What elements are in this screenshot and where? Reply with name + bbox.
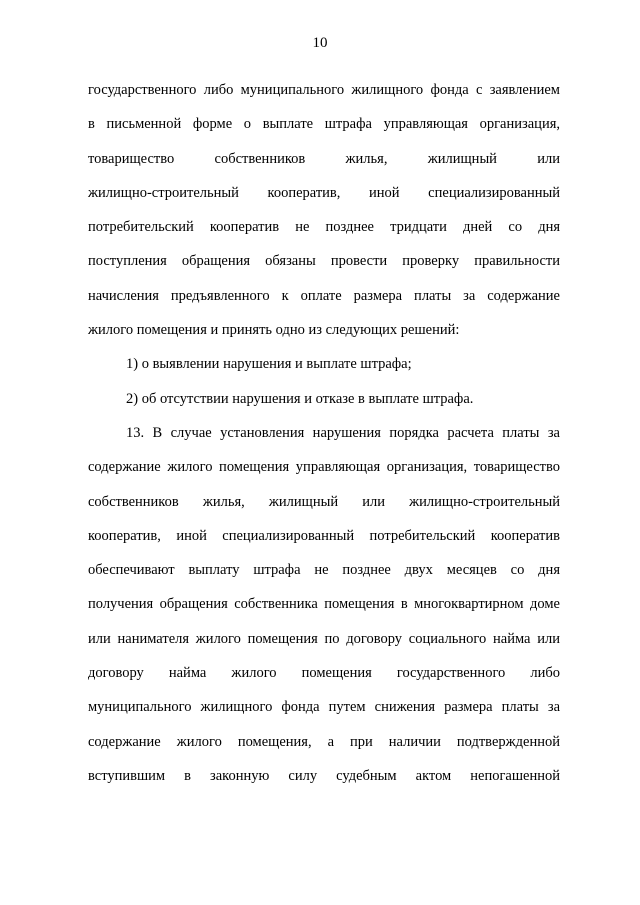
text-line: договору найма жилого помещения государственного либо	[88, 665, 560, 682]
page-number: 10	[312, 35, 328, 51]
text-line: государственного либо муниципального жилищного фонда с заявлением	[88, 82, 560, 98]
text-line: или нанимателя жилого помещения по договору социального найма или	[88, 630, 560, 647]
text-line: муниципального жилищного фонда путем снижения размера платы за	[88, 699, 560, 716]
list-item-no-violation: 2) об отсутствии нарушения и отказе в выплате штрафа.	[126, 390, 474, 407]
text-line: кооператив, иной специализированный потребительский кооператив	[88, 527, 560, 544]
paragraph-13	[88, 416, 560, 793]
text-line: содержание жилого помещения управляющая организация, товарищество	[88, 459, 560, 476]
text-line: потребительский кооператив не позднее тридцати дней со дня	[88, 219, 560, 236]
text-line: собственников жилья, жилищный или жилищно-строительный	[88, 493, 560, 510]
text-line: обеспечивают выплату штрафа не позднее двух месяцев со дня	[88, 562, 560, 579]
text-line: 13. В случае установления нарушения порядка расчета платы за	[126, 424, 560, 441]
text-line: жилищно-строительный кооператив, иной специализированный	[88, 184, 560, 201]
text-line: жилого помещения и принять одно из следующих решений:	[88, 322, 460, 339]
text-line: получения обращения собственника помещения в многоквартирном доме	[88, 596, 560, 613]
text-line: вступившим в законную силу судебным актом непогашенной	[88, 767, 560, 784]
text-line: начисления предъявленного к оплате размера платы за содержание	[88, 287, 560, 304]
paragraph-continuation	[88, 73, 560, 347]
text-line: поступления обращения обязаны провести проверку правильности	[88, 253, 560, 270]
text-line: товарищество собственников жилья, жилищный или	[88, 150, 560, 167]
text-line: содержание жилого помещения, а при наличии подтвержденной	[88, 733, 560, 750]
text-line: в письменной форме о выплате штрафа управляющая организация,	[88, 116, 560, 133]
document-body	[88, 73, 560, 793]
list-item-violation-found: 1) о выявлении нарушения и выплате штрафа;	[126, 356, 412, 373]
